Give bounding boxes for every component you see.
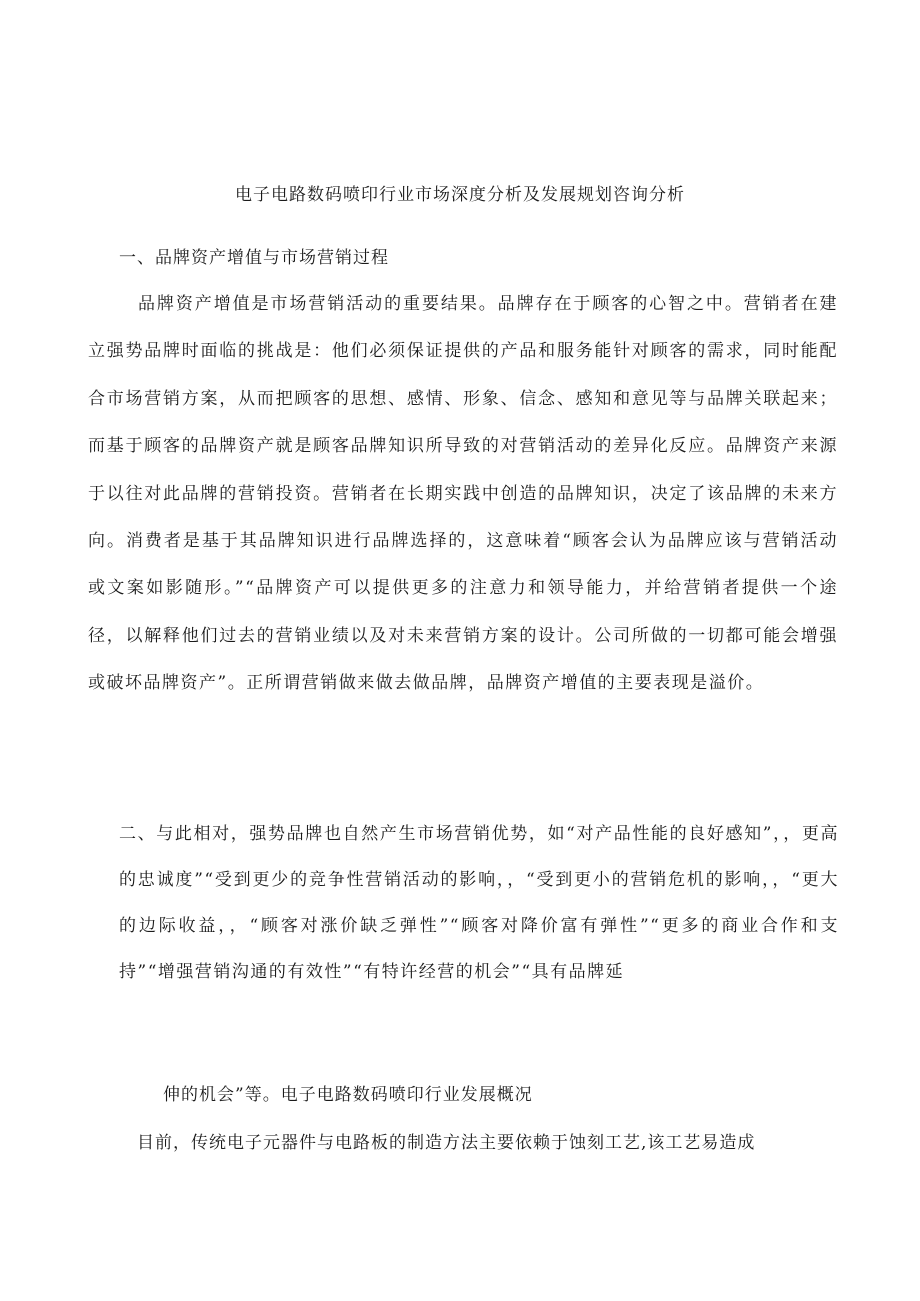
section-2-continuation: 伸的机会”等。电子电路数码喷印行业发展概况 bbox=[163, 1085, 533, 1105]
section-3-first-line: 目前，传统电子元器件与电路板的制造方法主要依赖于蚀刻工艺,该工艺易造成 bbox=[137, 1133, 756, 1153]
document-title: 电子电路数码喷印行业市场深度分析及发展规划咨询分析 bbox=[235, 185, 685, 205]
section-2-paragraph: 二、与此相对，强势品牌也自然产生市场营销优势，如“对产品性能的良好感知”，，更高的忠诚度”“受到更少的竞争性营销活动的影响，，“受到更小的营销危机的影响，，“更大的边际收益，，“顾客对涨价缺乏弹性”“顾客对降价富有弹性”“更多的商业合作和支持”“增强营销沟通的有效性”“有特许经营的机会”“具有品牌延 bbox=[119, 824, 839, 982]
section-1-paragraph: 品牌资产增值是市场营销活动的重要结果。品牌存在于顾客的心智之中。营销者在建立强势品牌时面临的挑战是：他们必须保证提供的产品和服务能针对顾客的需求，同时能配合市场营销方案，从而把顾客的思想、感情、形象、信念、感知和意见等与品牌关联起来；而基于顾客的品牌资产就是顾客品牌知识所导致的对营销活动的差异化反应。品牌资产来源于以往对此品牌的营销投资。营销者在长期实践中创造的品牌知识，决定了该品牌的未来方向。消费者是基于其品牌知识进行品牌选择的，这意味着“顾客会认为品牌应该与营销活动或文案如影随形。”“品牌资产可以提供更多的注意力和领导能力，并给营销者提供一个途径，以解释他们过去的营销业绩以及对未来营销方案的设计。公司所做的一切都可能会增强或破坏品牌资产”。正所谓营销做来做去做品牌，品牌资产增值的主要表现是溢价。 bbox=[88, 294, 838, 694]
section-1-heading: 一、品牌资产增值与市场营销过程 bbox=[119, 248, 389, 268]
